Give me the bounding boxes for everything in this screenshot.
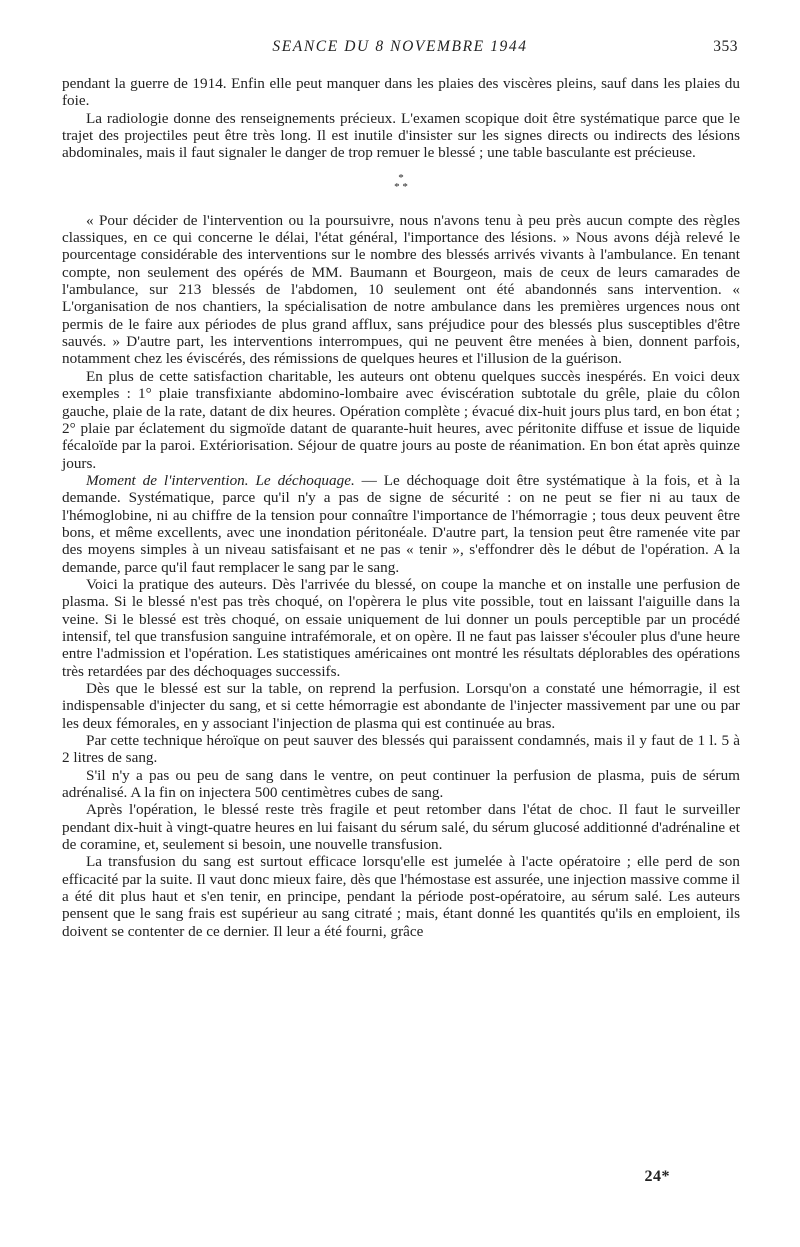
paragraph: En plus de cette satisfaction charitable, les auteurs ont obtenu quelques succès inespérés. En voici deux exemples : 1° plaie transfixiante abdomino-lombaire avec éviscération subtotale du grêle, plaie du côlon gauche, plaie de la rate, datant de dix heures. Opération complète ; évacué dix-huit jours plus tard, en bon état ; 2° plaie par éclatement du sigmoïde datant de quarante-huit heures, avec péritonite diffuse et issue de liquide fécaloïde par la paroi. Extériorisation. Séjour de quatre jours au poste de réanimation. En bon état après quinze jours. (62, 367, 740, 472)
asterism-top: * (398, 171, 404, 184)
paragraph-section (62, 472, 740, 576)
paragraph: La transfusion du sang est surtout efficace lorsqu'elle est jumelée à l'acte opératoire ; elle perd de son efficacité par la suite. Il vaut donc mieux faire, dès que l'hémostase est assurée, une injection massive comme il a été dit plus haut et s'en tenir, en principe, pendant la période post-opératoire, au sérum salé. Les auteurs pensent que le sang frais est supérieur au sang citraté ; mais, étant donné les quantités qu'ils en emploient, ils doivent se contenter de ce dernier. Il leur a été fourni, grâce (62, 853, 740, 940)
paragraph: Dès que le blessé est sur la table, on reprend la perfusion. Lorsqu'on a constaté une hémorragie, il est indispensable d'injecter du sang, et si cette hémorragie est abondante de l'injecter massivement par une ou par les deux fémorales, en y associant l'injection de plasma qui est continuée au bras. (62, 680, 740, 732)
section-heading: Moment de l'intervention. Le déchoquage. (86, 471, 355, 489)
paragraph: pendant la guerre de 1914. Enfin elle peut manquer dans les plaies des viscères pleins, sauf dans les plaies du foie. (62, 75, 740, 110)
paragraph: Après l'opération, le blessé reste très fragile et peut retomber dans l'état de choc. Il faut le surveiller pendant dix-huit à vingt-quatre heures en lui faisant du sérum salé, du sérum glucosé additionné d'adrénaline et de coramine, et, seulement si besoin, une nouvelle transfusion. (62, 801, 740, 854)
body-text (62, 75, 740, 940)
paragraph: « Pour décider de l'intervention ou la poursuivre, nous n'avons tenu à peu près aucun compte des règles classiques, en ce qui concerne le délai, l'état général, l'importance des lésions. » Nous avons déjà relevé le pourcentage considérable des interventions sur le nombre des blessés arrivés vivants à l'ambulance. En tenant compte, non seulement des opérés de MM. Baumann et Bourgeon, mais de ceux de leurs camarades de l'ambulance, sur 213 blessés de l'abdomen, 10 seulement ont été abandonnés sans intervention. « L'organisation de nos chantiers, la spécialisation de notre ambulance dans les premières urgences nous ont permis de le faire aux périodes de plus grand afflux, sans préjudice pour des blessés plus susceptibles d'être sauvés. » D'autre part, les interventions interrompues, qui ne peuvent être menées à bien, donnent parfois, notamment chez les éviscérés, des rémissions de quelques heures et l'illusion de la guérison. (62, 211, 740, 368)
running-title: SEANCE DU 8 NOVEMBRE 1944 (272, 38, 528, 55)
paragraph: Par cette technique héroïque on peut sauver des blessés qui paraissent condamnés, mais il y faut de 1 l. 5 à 2 litres de sang. (62, 732, 740, 767)
printer-signature-mark: 24* (644, 1168, 670, 1185)
page-header (62, 38, 738, 60)
section-divider-asterism (62, 171, 740, 193)
page-number: 353 (713, 38, 738, 55)
paragraph: S'il n'y a pas ou peu de sang dans le ventre, on peut continuer la perfusion de plasma, puis de sérum adrénalisé. A la fin on injectera 500 centimètres cubes de sang. (62, 766, 740, 802)
paragraph: Voici la pratique des auteurs. Dès l'arrivée du blessé, on coupe la manche et on installe une perfusion de plasma. Si le blessé n'est pas très choqué, on l'opèrera le plus vite possible, tout en laissant l'aiguille dans la veine. Si le blessé est très choqué, on essaie uniquement de lui donner un pouls perceptible par un procédé intensif, tel que transfusion sanguine intrafémorale, et on opère. Il ne faut pas laisser s'écouler plus d'une heure entre l'admission et l'opération. Les statistiques américaines ont montré les résultats déplorables des opérations très retardées par des déchoquages successifs. (62, 575, 740, 680)
asterism-bottom: * * (394, 180, 408, 193)
section-text: — Le déchoquage doit être systématique à la fois, et à la demande. Systématique, parce qu'il n'y a pas de signe de sécurité : on ne peut se fier ni au taux de l'hémoglobine, ni au chiffre de la tension pour connaître l'importance de l'hémorragie ; tous deux peuvent être bons, et même excellents, avec une inondation péritonéale. D'autre part, la tension peut être ramenée vite par des moyens simples à un niveau satisfaisant et ne pas « tenir », s'effondrer dès le début de l'opération. A la demande, parce qu'il faut remplacer le sang par le sang. (62, 471, 740, 576)
paragraph: La radiologie donne des renseignements précieux. L'examen scopique doit être systématique parce que le trajet des projectiles peut être très long. Il est inutile d'insister sur les signes directs ou indirects des lésions abdominales, mais il faut signaler le danger de trop remuer le blessé ; une table basculante est précieuse. (62, 109, 740, 162)
